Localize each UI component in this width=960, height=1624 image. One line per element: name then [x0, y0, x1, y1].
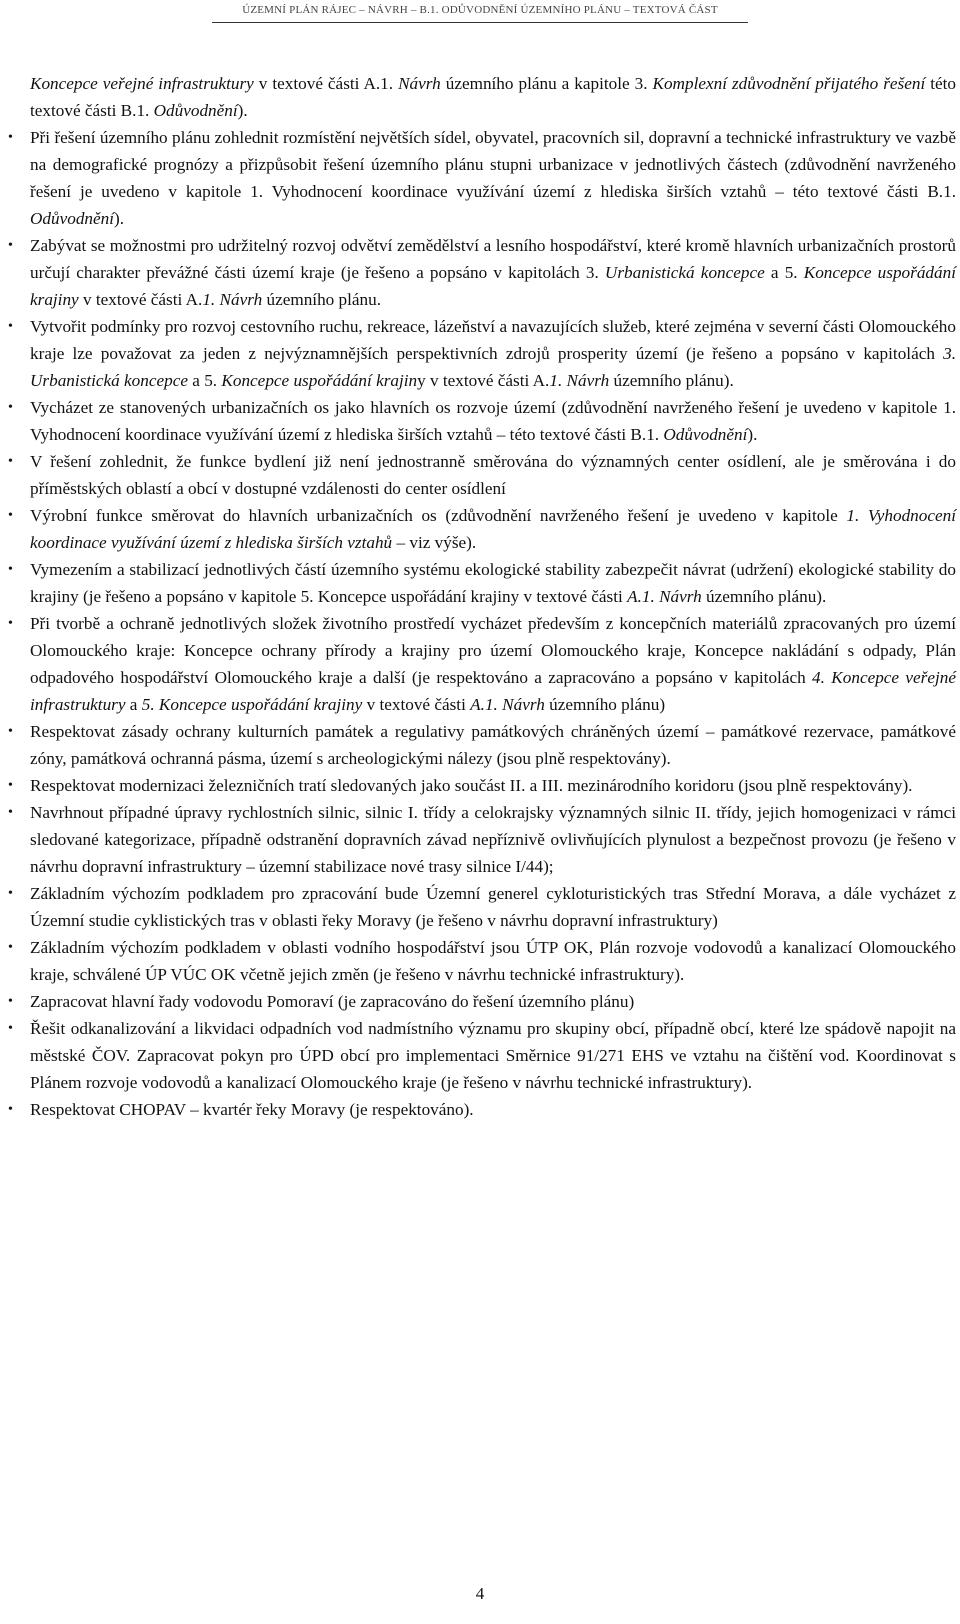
italic-text-run: Odůvodnění — [30, 209, 115, 228]
text-run: V řešení zohlednit, že funkce bydlení již není jednostranně směrována do významných center osídlení, ale je směrována i do příměstských oblastí a obcí v dostupné vzdálenosti do center osídlení — [30, 452, 956, 498]
bullet-icon: • — [8, 940, 13, 955]
bullet-icon: • — [8, 454, 13, 469]
document-body — [8, 70, 956, 1123]
list-item — [8, 394, 956, 448]
text-run: územního plánu a kapitole 3. — [440, 74, 653, 93]
italic-text-run: 1. Návrh — [549, 371, 610, 390]
bullet-icon: • — [8, 238, 13, 253]
bullet-icon: • — [8, 616, 13, 631]
bullet-icon: • — [8, 724, 13, 739]
bullet-icon: • — [8, 805, 13, 820]
text-run: územního plánu). — [701, 587, 827, 606]
bullet-icon: • — [8, 778, 13, 793]
italic-text-run: Návrh — [398, 74, 441, 93]
text-run: ). — [747, 425, 758, 444]
bullet-icon: • — [8, 886, 13, 901]
italic-text-run: A.1. Návrh — [470, 695, 545, 714]
italic-text-run: 3. Urbanistická koncepce — [30, 344, 956, 390]
text-run: Výrobní funkce směrovat do hlavních urbanizačních os (zdůvodnění navrženého řešení je uvedeno v kapitole — [30, 506, 847, 525]
bullet-icon: • — [8, 562, 13, 577]
text-run: v textové části — [519, 587, 628, 606]
list-item — [8, 1096, 956, 1123]
italic-text-run: Komplexní zdůvodnění přijatého řešení — [652, 74, 926, 93]
bullet-icon: • — [8, 994, 13, 1009]
text-run: Základním výchozím podkladem pro zpracování bude Územní generel cykloturistických tras Střední Morava, a dále vycházet z Územní studie cyklistických tras v oblasti řeky Moravy (je řešeno v návrhu dopravní infrastruktury) — [30, 884, 956, 930]
italic-text-run: A.1. Návrh — [627, 587, 702, 606]
italic-text-run: 5. Koncepce uspořádání krajiny — [141, 695, 363, 714]
text-run: Při tvorbě a ochraně jednotlivých složek životního prostředí vycházet především z koncepčních materiálů zpracovaných pro území Olomouckého kraje: Koncepce ochrany přírody a krajiny pro území Olomouckého kraje, Koncepce nakládání s odpady, Plán odpadového hospodářství Olomouckého kraje a další (je respektováno a zapracováno a popsáno v kapitolách — [30, 614, 956, 687]
list-item — [8, 232, 956, 313]
text-run: Při řešení územního plánu zohlednit rozmístění největších sídel, obyvatel, pracovních sil, dopravní a technické infrastruktury ve vazbě na demografické prognózy a přizpůsobit řešení územního plánu stupni urbanizace v jednotlivých částech (zdůvodnění navrženého řešení je uvedeno v kapitole 1. Vyhodnocení koordinace využívání území z hlediska širších vztahů – této textové části B.1. — [30, 128, 956, 201]
text-run: územního plánu) — [544, 695, 666, 714]
text-run: Vymezením a stabilizací jednotlivých částí územního systému ekologické stability zabezpečit návrat (udržení) ekologické stability do krajiny (je řešeno a popsáno v kapitole 5. Koncepce uspořádání krajiny — [30, 560, 956, 606]
text-run: a 5. — [187, 371, 222, 390]
list-item — [8, 718, 956, 772]
text-run: ). — [237, 101, 248, 120]
text-run: Navrhnout případné úpravy rychlostních silnic, silnic I. třídy a celokrajsky významných silnic II. třídy, jejich homogenizaci v rámci sledované kategorizace, případně odstranění dopravních závad nepříznivě ovlivňujících plynulost a bezpečnost provozu (je řešeno v návrhu dopravní infrastruktury – územní stabilizace nové trasy silnice I/44); — [30, 803, 956, 876]
bullet-icon: • — [8, 1102, 13, 1117]
italic-text-run: Koncepce veřejné infrastruktury — [30, 74, 254, 93]
text-run: Zapracovat hlavní řady vodovodu Pomoraví (je zapracováno do řešení územního plánu) — [30, 992, 635, 1011]
intro-paragraph — [30, 70, 956, 124]
text-run: Zabývat se možnostmi pro udržitelný rozvoj odvětví zemědělství a lesního hospodářství, které kromě hlavních urbanizačních prostorů určují charakter převážné části území kraje (je řešeno a popsáno v kapitolách 3. — [30, 236, 956, 282]
list-item — [8, 502, 956, 556]
text-run: Respektovat modernizaci železničních tratí sledovaných jako součást II. a III. mezinárodního koridoru (jsou plně respektovány). — [30, 776, 913, 795]
text-run: Respektovat zásady ochrany kulturních památek a regulativy památkových chráněných území – památkové rezervace, památkové zóny, památková ochranná pásma, území s archeologickými nálezy (jsou plně respektovány). — [30, 722, 956, 768]
text-run: v textové části A. — [78, 290, 203, 309]
text-run: y v textové části A. — [417, 371, 550, 390]
text-run: a — [125, 695, 142, 714]
text-run: Základním výchozím podkladem v oblasti vodního hospodářství jsou ÚTP OK, Plán rozvoje vodovodů a kanalizací Olomouckého kraje, schválené ÚP VÚC OK včetně jejich změn (je řešeno v návrhu technické infrastruktury). — [30, 938, 956, 984]
text-run: a 5. — [764, 263, 804, 282]
italic-text-run: Koncepce uspořádání krajin — [221, 371, 418, 390]
italic-text-run: Odůvodnění — [663, 425, 748, 444]
running-header-text: ÚZEMNÍ PLÁN RÁJEC – NÁVRH – B.1. ODŮVODNĚNÍ ÚZEMNÍHO PLÁNU – TEXTOVÁ ČÁST — [212, 4, 748, 23]
list-item — [8, 610, 956, 718]
bullet-icon: • — [8, 508, 13, 523]
text-run: Vycházet ze stanovených urbanizačních os jako hlavních os rozvoje území (zdůvodnění navrženého řešení je uvedeno v kapitole 1. Vyhodnocení koordinace využívání území z hlediska širších vztahů – této textové části B.1. — [30, 398, 956, 444]
list-item — [8, 124, 956, 232]
italic-text-run: 4. Koncepce veřejné infrastruktury — [30, 668, 956, 714]
list-item — [8, 934, 956, 988]
text-run: Vytvořit podmínky pro rozvoj cestovního ruchu, rekreace, lázeňství a navazujících služeb, které zejména v severní části Olomouckého kraje lze považovat za jeden z nejvýznamnějších perspektivních zdrojů prosperity území (je řešeno a popsáno v kapitolách — [30, 317, 956, 363]
italic-text-run: Koncepce uspořádání krajiny — [30, 263, 956, 309]
list-item — [8, 880, 956, 934]
italic-text-run: 1. Vyhodnocení koordinace využívání území z hlediska širších vztahů — [30, 506, 956, 552]
page-number: 4 — [475, 1584, 485, 1603]
list-item — [8, 556, 956, 610]
text-run: územního plánu. — [262, 290, 382, 309]
text-run: této textové části B.1. — [30, 74, 956, 120]
text-run: Respektovat CHOPAV – kvartér řeky Moravy (je respektováno). — [30, 1100, 474, 1119]
bullet-icon: • — [8, 130, 13, 145]
bullet-list — [8, 124, 956, 1123]
text-run: v textové části A.1. — [253, 74, 399, 93]
running-header — [0, 4, 960, 23]
bullet-icon: • — [8, 400, 13, 415]
text-run: Řešit odkanalizování a likvidaci odpadních vod nadmístního významu pro skupiny obcí, případně obcí, které lze spádově napojit na městské ČOV. Zapracovat pokyn pro ÚPD obcí pro implementaci Směrnice 91/271 EHS ve vztahu na čištění vod. Koordinovat s Plánem rozvoje vodovodů a kanalizací Olomouckého kraje (je řešeno v návrhu technické infrastruktury). — [30, 1019, 956, 1092]
text-run: ). — [114, 209, 125, 228]
bullet-icon: • — [8, 1021, 13, 1036]
list-item — [8, 1015, 956, 1096]
list-item — [8, 448, 956, 502]
italic-text-run: Odůvodnění — [153, 101, 238, 120]
italic-text-run: Urbanistická koncepce — [604, 263, 765, 282]
list-item — [8, 988, 956, 1015]
bullet-icon: • — [8, 319, 13, 334]
text-run: územního plánu). — [609, 371, 734, 390]
list-item — [8, 799, 956, 880]
text-run: – viz výše). — [392, 533, 477, 552]
list-item — [8, 313, 956, 394]
list-item — [8, 772, 956, 799]
italic-text-run: 1. Návrh — [202, 290, 263, 309]
text-run: v textové části — [362, 695, 471, 714]
